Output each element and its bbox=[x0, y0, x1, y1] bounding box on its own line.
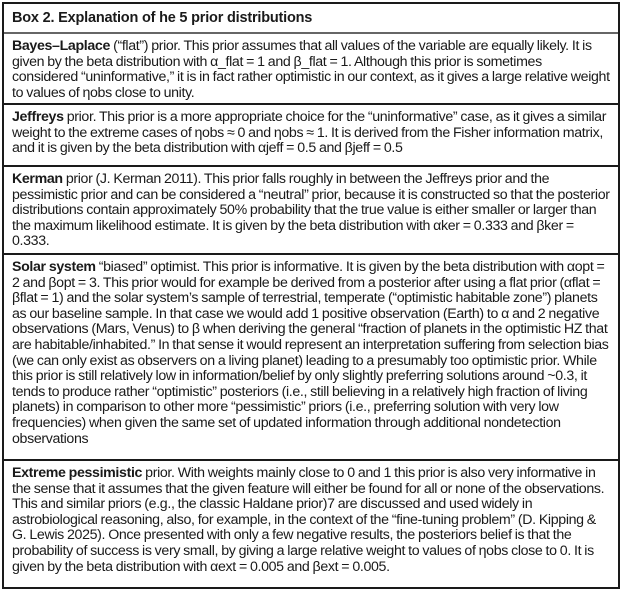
prior-description: prior. With weights mainly close to 0 and 1 this prior is also very informative in the sense that it assumes that the given feature will either be found for all or none of the observations. This and similar priors (e.g., the classic Haldane prior)7 are discussed and used widely in astrobiological reasoning, also, for example, in the context of the “fine-tuning problem” (D. Kipping & G. Lewis 2025). Once presented with only a few negative results, the posteriors belief is that the probability of success is very small, by giving a large relative weight to values of ηobs close to 0. It is given by the beta distribution with αext = 0.005 and βext = 0.005. bbox=[12, 465, 605, 575]
prior-description: prior. This prior is a more appropriate choice for the “uninformative” case, as it gives a similar weight to the extreme cases of ηobs ≈ 0 and ηobs ≈ 1. It is derived from the Fisher information matrix, and it is given by the beta distribution with αjeff = 0.5 and βjeff = 0.5 bbox=[12, 109, 607, 157]
box-title: Box 2. Explanation of he 5 prior distributions bbox=[4, 4, 618, 34]
prior-section-extreme-pessimistic bbox=[4, 461, 618, 587]
prior-description: prior (J. Kerman 2011). This prior falls roughly in between the Jeffreys prior and the pessimistic prior and can be considered a “neutral” prior, because it is constructed so that the posterior distributions contain approximately 50% probability that the true value is either smaller or larger than the maximum likelihood estimate. It is given by the beta distribution with αker = 0.333 and βker = 0.333. bbox=[12, 171, 610, 250]
prior-name: Jeffreys bbox=[12, 109, 64, 125]
prior-description: (“flat”) prior. This prior assumes that all values of the variable are equally likely. It is given by the beta distribution with α_flat = 1 and β_flat = 1. Although this prior is sometimes considered “uninformative,” it is in fact rather optimistic in our context, as it gives a large relative weight to values of ηobs close to unity. bbox=[12, 38, 610, 101]
prior-section-solar-system bbox=[4, 255, 618, 461]
prior-name: Bayes–Laplace bbox=[12, 38, 110, 54]
prior-section-jeffreys bbox=[4, 105, 618, 167]
prior-name: Solar system bbox=[12, 259, 96, 275]
prior-section-bayes-laplace bbox=[4, 34, 618, 105]
prior-name: Kerman bbox=[12, 171, 63, 187]
prior-section-kerman bbox=[4, 167, 618, 255]
prior-name: Extreme pessimistic bbox=[12, 465, 143, 481]
prior-description: “biased” optimist. This prior is informative. It is given by the beta distribution with αopt = 2 and βopt = 3. This prior would for example be derived from a posterior after using a flat prior (αflat = βflat = 1) and the solar system’s sample of terrestrial, temperate (“optimistic habitable zone”) planets as our baseline sample. In that case we would add 1 positive observation (Earth) to α and 2 negative observations (Mars, Venus) to β when deriving the general “fraction of planets in the optimistic HZ that are habitable/inhabited.” In that sense it would represent an interpretation suffering from selection bias (we can only exist as observers on a living planet) leading to a presumably too optimistic prior. While this prior is still relatively low in information/belief by only slightly preferring solutions around ~0.3, it tends to produce rather “optimistic” posteriors (i.e., still believing in a relatively high fraction of living planets) in comparison to other more “pessimistic” priors (i.e., preferring solution with very low frequencies) when given the same set of updated information through additional nondetection observations bbox=[12, 259, 609, 447]
explanation-box bbox=[2, 2, 620, 589]
